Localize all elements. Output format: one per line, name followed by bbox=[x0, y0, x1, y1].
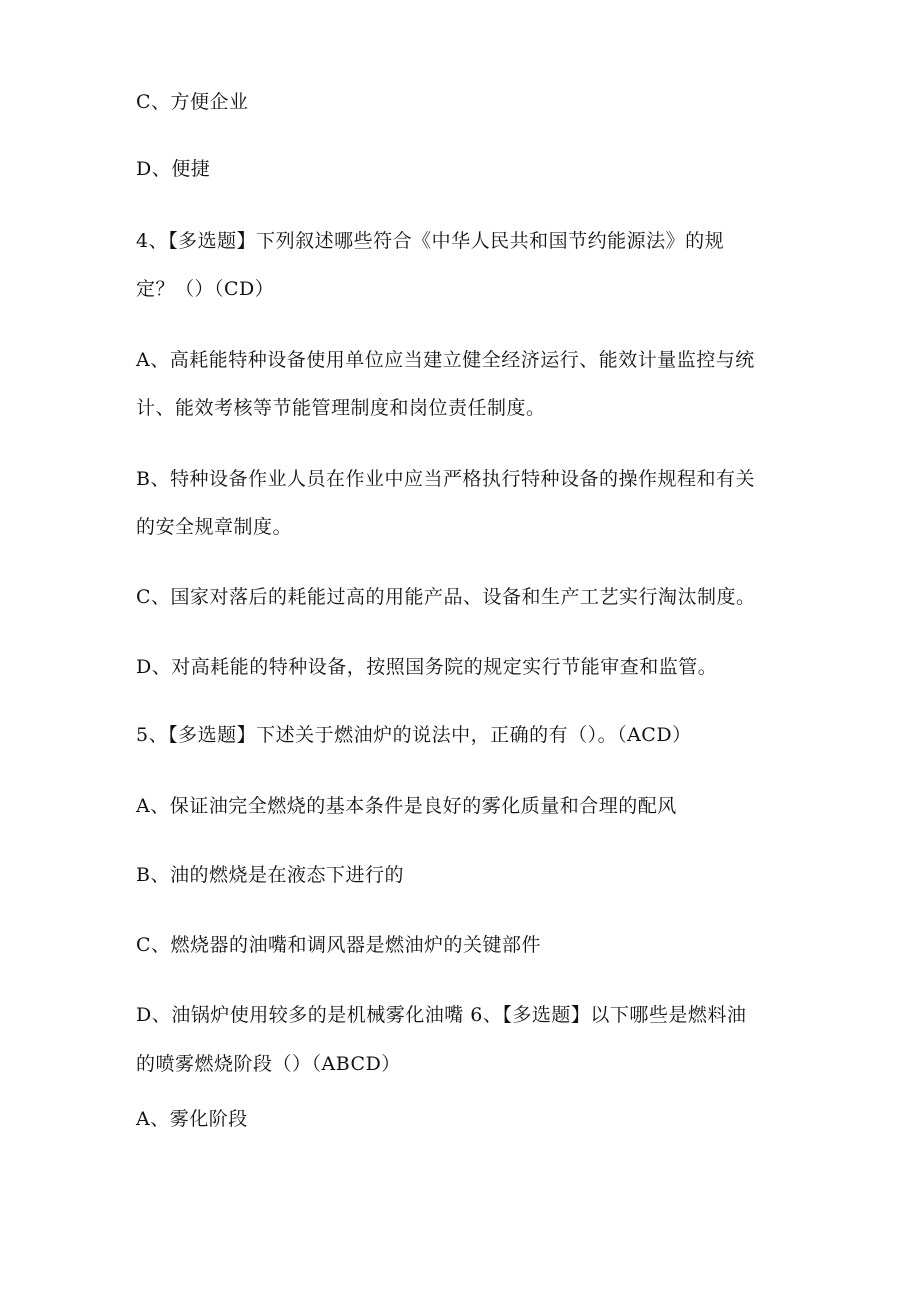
text-line: 定？（）（CD） bbox=[136, 278, 275, 300]
text-line: A、雾化阶段 bbox=[136, 1108, 248, 1130]
text-line: 5、【多选题】下述关于燃油炉的说法中，正确的有（）。（ACD） bbox=[136, 724, 692, 746]
text-line: 4、【多选题】下列叙述哪些符合《中华人民共和国节约能源法》的规 bbox=[136, 230, 725, 252]
text-line: 计、能效考核等节能管理制度和岗位责任制度。 bbox=[136, 397, 546, 419]
text-line: 的安全规章制度。 bbox=[136, 516, 293, 538]
text-line: B、特种设备作业人员在作业中应当严格执行特种设备的操作规程和有关 bbox=[136, 468, 755, 490]
text-line: D、对高耗能的特种设备，按照国务院的规定实行节能审查和监管。 bbox=[136, 656, 718, 678]
text-line: A、保证油完全燃烧的基本条件是良好的雾化质量和合理的配风 bbox=[136, 795, 677, 817]
text-line: A、高耗能特种设备使用单位应当建立健全经济运行、能效计量监控与统 bbox=[136, 349, 755, 371]
text-line: B、油的燃烧是在液态下进行的 bbox=[136, 864, 404, 886]
text-line: C、国家对落后的耗能过高的用能产品、设备和生产工艺实行淘汰制度。 bbox=[136, 586, 756, 608]
text-line: D、油锅炉使用较多的是机械雾化油嘴 6、【多选题】以下哪些是燃料油 bbox=[136, 1004, 747, 1026]
text-line: 的喷雾燃烧阶段（）（ABCD） bbox=[136, 1053, 401, 1075]
text-line: D、便捷 bbox=[136, 158, 211, 180]
text-line: C、燃烧器的油嘴和调风器是燃油炉的关键部件 bbox=[136, 934, 542, 956]
text-line: C、方便企业 bbox=[136, 91, 249, 113]
